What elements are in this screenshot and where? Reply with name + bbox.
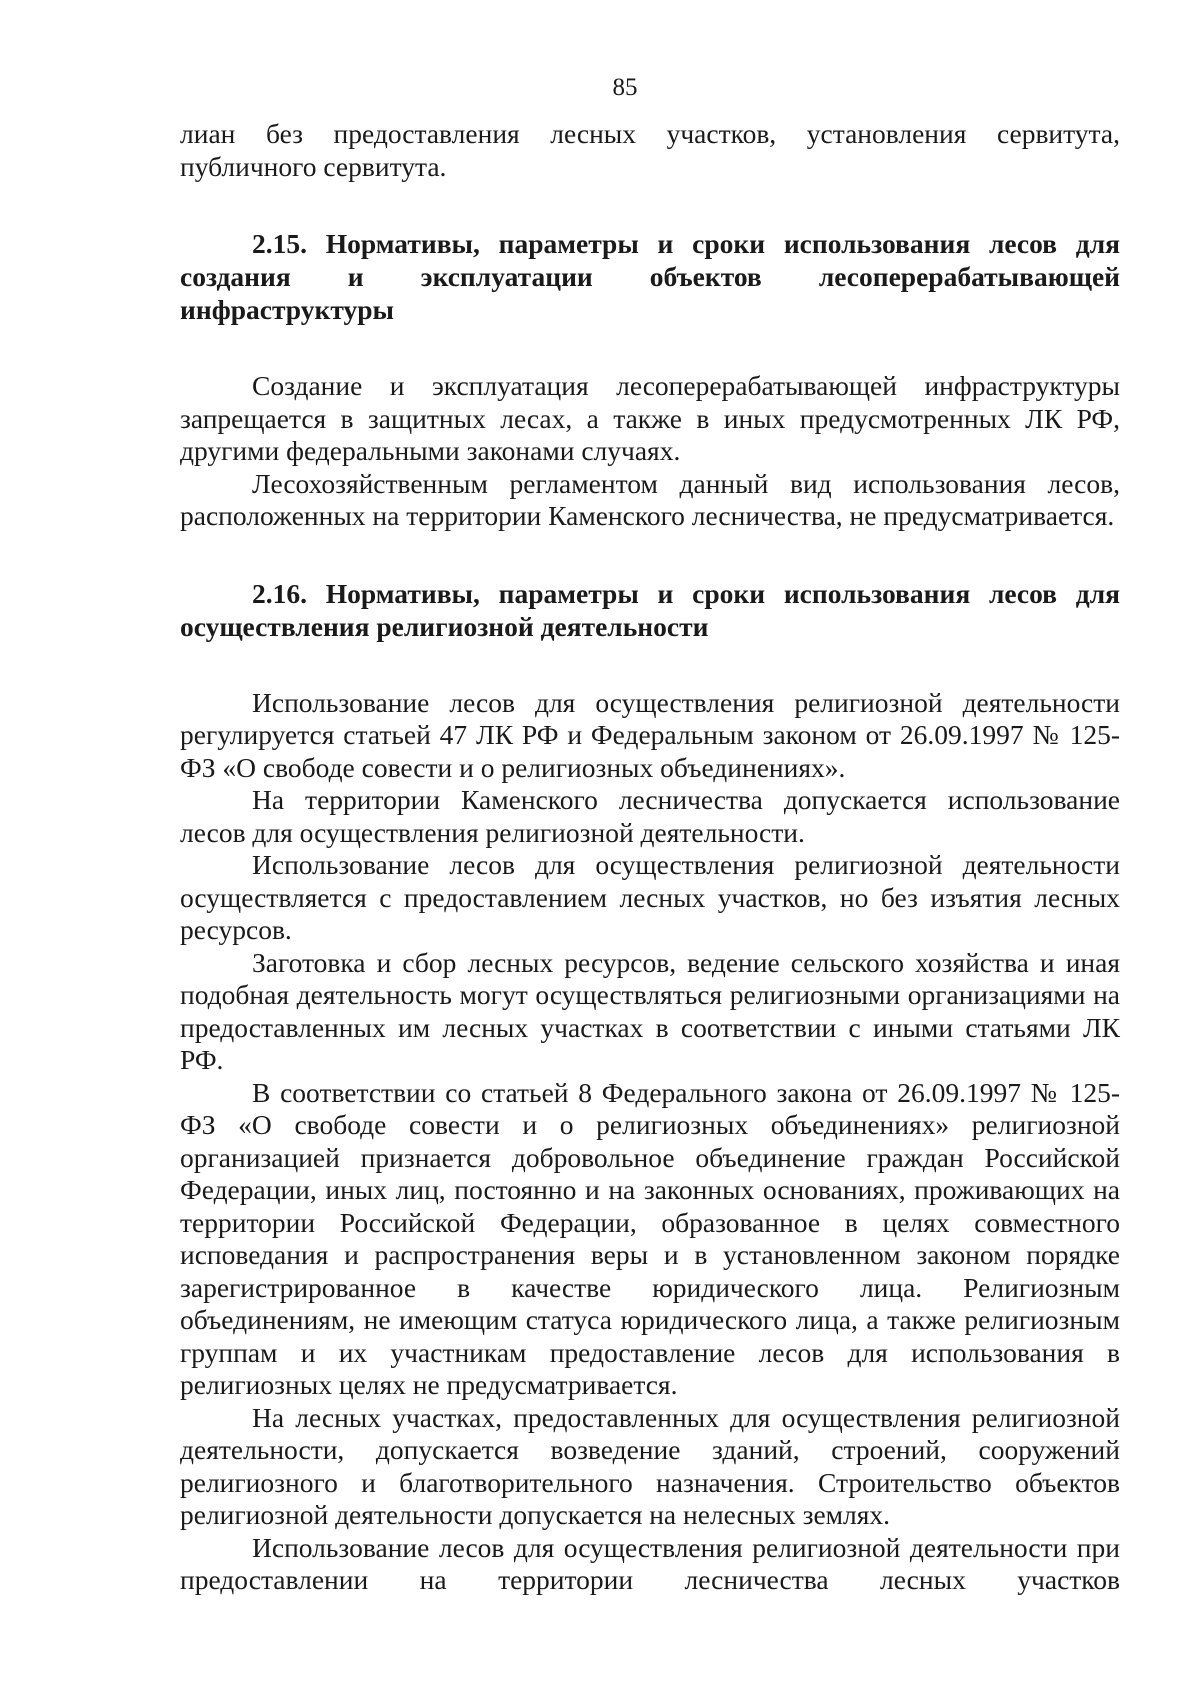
section-2-16-paragraph: Использование лесов для осуществления религиозной деятельности регулируется статьей 47 ЛК РФ и Федеральным законом от 26.09.1997 № 125-ФЗ «О свободе совести и о религиозных объединениях».: [180, 686, 1120, 783]
page-content: [180, 118, 1120, 1597]
section-2-15-paragraph: Создание и эксплуатация лесоперерабатывающей инфраструктуры запрещается в защитных лесах, а также в иных предусмотренных ЛК РФ, другими федеральными законами случаях.: [180, 370, 1120, 466]
section-2-16-paragraph-continued: Использование лесов для осуществления религиозной деятельности при предоставлении на территории лесничества лесных участков: [180, 1531, 1120, 1595]
section-2-16-paragraph: Использование лесов для осуществления религиозной деятельности осуществляется с предоставлением лесных участков, но без изъятия лесных ресурсов.: [180, 849, 1120, 945]
intro-paragraph: лиан без предоставления лесных участков, установления сервитута, публичного сервитута.: [180, 118, 1120, 182]
section-2-16-paragraph: Заготовка и сбор лесных ресурсов, ведение сельского хозяйства и иная подобная деятельность могут осуществляться религиозными организациями на предоставленных им лесных участках в соответствии с иными статьями ЛК РФ.: [180, 946, 1120, 1075]
section-2-16-paragraph: На территории Каменского лесничества допускается использование лесов для осуществления религиозной деятельности.: [180, 784, 1120, 848]
section-2-16-heading: 2.16. Нормативы, параметры и сроки использования лесов для осуществления религиозной деятельности: [180, 577, 1120, 642]
section-2-15-heading: 2.15. Нормативы, параметры и сроки использования лесов для создания и эксплуатации объектов лесоперерабатывающей инфраструктуры: [180, 228, 1120, 325]
section-2-15-paragraph: Лесохозяйственным регламентом данный вид использования лесов, расположенных на территории Каменского лесничества, не предусматривается.: [180, 467, 1120, 531]
section-2-16-paragraph: В соответствии со статьей 8 Федерального закона от 26.09.1997 № 125-ФЗ «О свободе совести и о религиозных объединениях» религиозной организацией признается добровольное объединение граждан Российской Федерации, иных лиц, постоянно и на законных основаниях, проживающих на территории Российской Федерации, образованное в целях совместного исповедания и распространения веры и в установленном законом порядке зарегистрированное в качестве юридического лица. Религиозным объединениям, не имеющим статуса юридического лица, а также религиозным группам и их участникам предоставление лесов для использования в религиозных целях не предусматривается.: [180, 1076, 1120, 1400]
page-number: 85: [612, 74, 638, 101]
section-2-16-paragraph: На лесных участках, предоставленных для осуществления религиозной деятельности, допускается возведение зданий, строений, сооружений религиозного и благотворительного назначения. Строительство объектов религиозной деятельности допускается на нелесных землях.: [180, 1401, 1120, 1530]
